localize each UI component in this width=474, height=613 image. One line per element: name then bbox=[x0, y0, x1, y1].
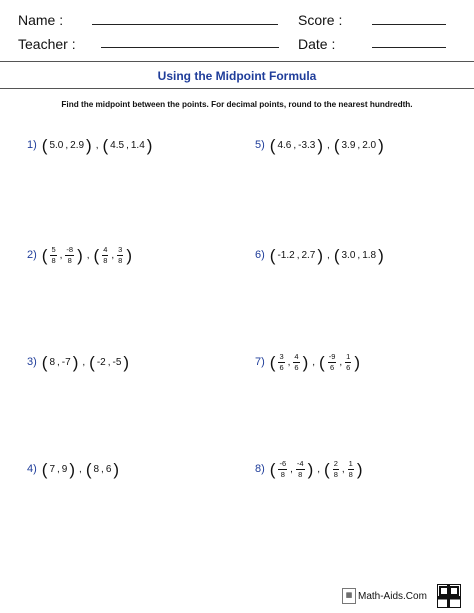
point-a bbox=[268, 460, 315, 478]
comma: , bbox=[341, 463, 345, 475]
y-coordinate: 2.0 bbox=[362, 139, 377, 151]
x-coordinate: 8 bbox=[49, 356, 56, 368]
y-coordinate-fraction bbox=[345, 353, 351, 371]
close-paren: ) bbox=[77, 245, 83, 265]
denominator: 8 bbox=[67, 255, 72, 265]
y-coordinate: -3.3 bbox=[298, 139, 316, 151]
open-paren: ( bbox=[41, 135, 48, 155]
point-a bbox=[40, 137, 94, 154]
date-label: Date : bbox=[298, 36, 336, 52]
problem-number: 6) bbox=[255, 249, 265, 261]
close-paren: ) bbox=[123, 352, 130, 372]
x-coordinate: -1.2 bbox=[277, 249, 295, 261]
comma: , bbox=[57, 356, 60, 368]
problem-number: 4) bbox=[27, 463, 37, 475]
point-a bbox=[40, 354, 81, 371]
problem-number: 1) bbox=[27, 139, 37, 151]
date-line[interactable] bbox=[372, 47, 446, 48]
numerator: 3 bbox=[279, 352, 284, 361]
x-coordinate-fraction bbox=[278, 353, 284, 371]
open-paren: ( bbox=[333, 245, 340, 265]
comma: , bbox=[327, 249, 330, 261]
site-name[interactable]: Math-Aids.Com bbox=[358, 591, 427, 602]
close-paren: ) bbox=[378, 135, 384, 155]
score-line[interactable] bbox=[372, 24, 446, 25]
denominator: 8 bbox=[51, 255, 56, 265]
x-coordinate: 3.0 bbox=[341, 249, 356, 261]
y-coordinate-fraction bbox=[293, 353, 299, 371]
problem-5 bbox=[255, 133, 386, 157]
denominator: 6 bbox=[294, 362, 299, 372]
close-paren: ) bbox=[69, 459, 76, 479]
open-paren: ( bbox=[41, 245, 48, 265]
x-coordinate-fraction bbox=[328, 353, 337, 371]
comma: , bbox=[111, 249, 115, 261]
denominator: 6 bbox=[329, 362, 335, 372]
comma: , bbox=[290, 463, 293, 475]
problem-number: 8) bbox=[255, 463, 265, 475]
close-paren: ) bbox=[113, 459, 120, 479]
comma: , bbox=[107, 356, 111, 368]
denominator: 6 bbox=[279, 362, 284, 372]
point-a bbox=[268, 137, 325, 154]
math-aids-logo-icon: ▦ bbox=[342, 588, 356, 604]
comma: , bbox=[327, 139, 330, 151]
point-a bbox=[40, 246, 85, 264]
open-paren: ( bbox=[102, 135, 109, 155]
qr-code-icon bbox=[437, 584, 461, 608]
close-paren: ) bbox=[86, 135, 92, 155]
problem-number: 7) bbox=[255, 356, 265, 368]
point-b bbox=[87, 354, 131, 371]
x-coordinate-fraction bbox=[278, 460, 287, 478]
denominator: 8 bbox=[103, 255, 108, 265]
open-paren: ( bbox=[333, 135, 340, 155]
denominator: 8 bbox=[348, 469, 353, 479]
point-a bbox=[268, 353, 310, 371]
comma: , bbox=[57, 463, 60, 475]
comma: , bbox=[82, 356, 86, 368]
worksheet-title: Using the Midpoint Formula bbox=[157, 69, 317, 83]
comma: , bbox=[101, 463, 104, 475]
numerator: 2 bbox=[333, 459, 338, 468]
numerator: -6 bbox=[279, 459, 287, 468]
open-paren: ( bbox=[269, 135, 276, 155]
problem-3 bbox=[27, 350, 131, 374]
numerator: -4 bbox=[296, 459, 304, 468]
y-coordinate-fraction bbox=[65, 246, 74, 264]
comma: , bbox=[79, 463, 82, 475]
close-paren: ) bbox=[302, 352, 309, 372]
close-paren: ) bbox=[354, 352, 360, 372]
numerator: -9 bbox=[328, 352, 336, 361]
y-coordinate: 2.7 bbox=[301, 249, 316, 261]
comma: , bbox=[59, 249, 63, 261]
comma: , bbox=[126, 139, 129, 151]
open-paren: ( bbox=[269, 245, 276, 265]
point-b bbox=[332, 137, 386, 154]
comma: , bbox=[317, 463, 321, 475]
problem-8 bbox=[255, 457, 365, 481]
numerator: 3 bbox=[118, 245, 123, 254]
problem-number: 2) bbox=[27, 249, 37, 261]
y-coordinate: 1.8 bbox=[362, 249, 377, 261]
point-b bbox=[317, 353, 362, 371]
x-coordinate: 4.5 bbox=[110, 139, 125, 151]
x-coordinate: 4.6 bbox=[277, 139, 292, 151]
y-coordinate: 6 bbox=[105, 463, 112, 475]
close-paren: ) bbox=[307, 459, 314, 479]
x-coordinate: 7 bbox=[49, 463, 56, 475]
header-divider bbox=[0, 61, 474, 62]
comma: , bbox=[357, 249, 361, 261]
problem-6 bbox=[255, 243, 386, 267]
close-paren: ) bbox=[356, 459, 363, 479]
y-coordinate-fraction bbox=[348, 460, 354, 478]
point-a bbox=[40, 461, 77, 478]
problem-number: 3) bbox=[27, 356, 37, 368]
numerator: 4 bbox=[103, 245, 108, 254]
close-paren: ) bbox=[72, 352, 79, 372]
y-coordinate: -5 bbox=[112, 356, 122, 368]
comma: , bbox=[339, 356, 343, 368]
open-paren: ( bbox=[89, 352, 95, 372]
name-line[interactable] bbox=[92, 24, 278, 25]
denominator: 6 bbox=[346, 362, 351, 372]
x-coordinate-fraction bbox=[102, 246, 108, 264]
close-paren: ) bbox=[126, 245, 132, 265]
denominator: 8 bbox=[298, 469, 303, 479]
problem-4 bbox=[27, 457, 121, 481]
point-b bbox=[322, 460, 364, 478]
y-coordinate: -7 bbox=[61, 356, 71, 368]
y-coordinate: 9 bbox=[61, 463, 68, 475]
close-paren: ) bbox=[146, 135, 153, 155]
score-label: Score : bbox=[298, 12, 343, 28]
instructions: Find the midpoint between the points. For decimal points, round to the nearest hundredth. bbox=[61, 100, 413, 109]
comma: , bbox=[312, 356, 316, 368]
teacher-line[interactable] bbox=[101, 47, 279, 48]
teacher-label: Teacher : bbox=[18, 36, 76, 52]
x-coordinate: 3.9 bbox=[341, 139, 356, 151]
problem-7 bbox=[255, 350, 362, 374]
close-paren: ) bbox=[317, 245, 324, 265]
comma: , bbox=[293, 139, 297, 151]
open-paren: ( bbox=[319, 352, 325, 372]
x-coordinate-fraction bbox=[333, 460, 339, 478]
comma: , bbox=[86, 249, 90, 261]
comma: , bbox=[357, 139, 361, 151]
numerator: 1 bbox=[348, 459, 353, 468]
x-coordinate: 5.0 bbox=[49, 139, 64, 151]
numerator: 1 bbox=[346, 352, 351, 361]
title-divider bbox=[0, 88, 474, 89]
point-a bbox=[268, 247, 325, 264]
problem-1 bbox=[27, 133, 154, 157]
x-coordinate: 8 bbox=[93, 463, 100, 475]
problem-2 bbox=[27, 243, 134, 267]
point-b bbox=[92, 246, 134, 264]
numerator: 4 bbox=[294, 352, 299, 361]
open-paren: ( bbox=[93, 245, 100, 265]
name-label: Name : bbox=[18, 12, 64, 28]
open-paren: ( bbox=[269, 459, 276, 479]
comma: , bbox=[296, 249, 300, 261]
x-coordinate: -2 bbox=[96, 356, 106, 368]
y-coordinate-fraction bbox=[296, 460, 305, 478]
close-paren: ) bbox=[317, 135, 324, 155]
y-coordinate: 1.4 bbox=[130, 139, 145, 151]
point-b bbox=[84, 461, 121, 478]
denominator: 8 bbox=[280, 469, 285, 479]
comma: , bbox=[95, 139, 99, 151]
numerator: -8 bbox=[66, 245, 74, 254]
point-b bbox=[101, 137, 155, 154]
open-paren: ( bbox=[269, 352, 276, 372]
comma: , bbox=[287, 356, 291, 368]
comma: , bbox=[65, 139, 69, 151]
x-coordinate-fraction bbox=[50, 246, 56, 264]
point-b bbox=[332, 247, 386, 264]
y-coordinate-fraction bbox=[117, 246, 123, 264]
y-coordinate: 2.9 bbox=[70, 139, 85, 151]
numerator: 5 bbox=[51, 245, 56, 254]
denominator: 8 bbox=[333, 469, 338, 479]
problem-number: 5) bbox=[255, 139, 265, 151]
open-paren: ( bbox=[324, 459, 330, 479]
close-paren: ) bbox=[378, 245, 384, 265]
open-paren: ( bbox=[41, 459, 48, 479]
denominator: 8 bbox=[118, 255, 123, 265]
open-paren: ( bbox=[41, 352, 48, 372]
open-paren: ( bbox=[85, 459, 92, 479]
